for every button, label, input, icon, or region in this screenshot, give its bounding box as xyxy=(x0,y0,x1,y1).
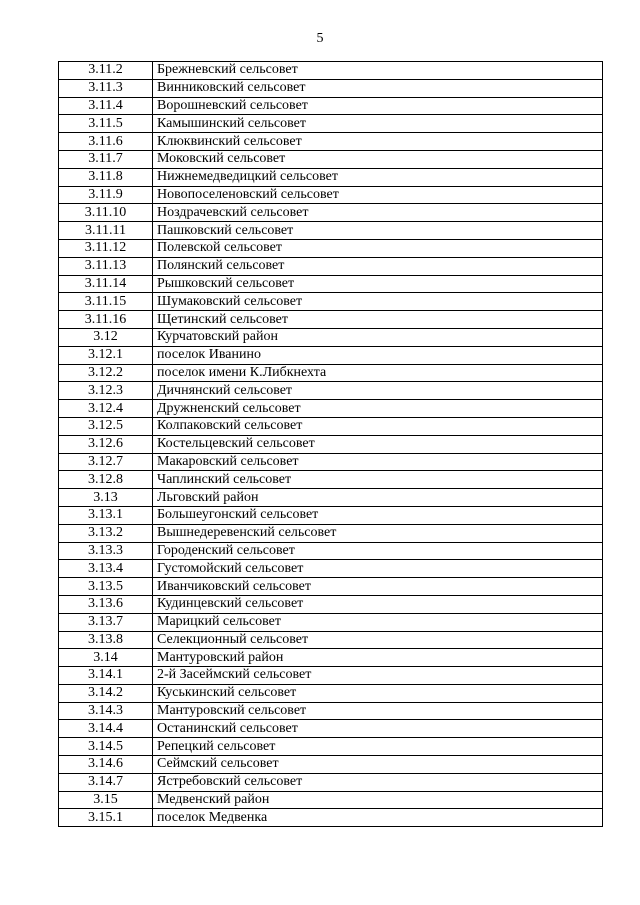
row-name-cell: Репецкий сельсовет xyxy=(153,738,603,756)
table-row xyxy=(59,79,603,97)
row-name-cell: Моковский сельсовет xyxy=(153,150,603,168)
row-name-cell: Селекционный сельсовет xyxy=(153,631,603,649)
row-name-cell: Курчатовский район xyxy=(153,328,603,346)
table-row xyxy=(59,649,603,667)
row-code-cell: 3.12.5 xyxy=(59,417,153,435)
row-code-cell: 3.14.6 xyxy=(59,756,153,774)
row-code-cell: 3.15 xyxy=(59,791,153,809)
row-name-cell: Иванчиковский сельсовет xyxy=(153,578,603,596)
row-code-cell: 3.13.3 xyxy=(59,542,153,560)
row-code-cell: 3.12.3 xyxy=(59,382,153,400)
table-row xyxy=(59,417,603,435)
table-row xyxy=(59,222,603,240)
table-row xyxy=(59,631,603,649)
row-name-cell: Шумаковский сельсовет xyxy=(153,293,603,311)
table-row xyxy=(59,293,603,311)
row-code-cell: 3.14.2 xyxy=(59,684,153,702)
row-code-cell: 3.11.10 xyxy=(59,204,153,222)
row-code-cell: 3.13.2 xyxy=(59,524,153,542)
table-row xyxy=(59,257,603,275)
row-name-cell: Дичнянский сельсовет xyxy=(153,382,603,400)
row-name-cell: Густомойский сельсовет xyxy=(153,560,603,578)
table-row xyxy=(59,738,603,756)
row-name-cell: Полевской сельсовет xyxy=(153,239,603,257)
row-code-cell: 3.11.12 xyxy=(59,239,153,257)
table-row xyxy=(59,204,603,222)
table-row xyxy=(59,239,603,257)
row-name-cell: Сеймский сельсовет xyxy=(153,756,603,774)
row-code-cell: 3.14 xyxy=(59,649,153,667)
row-name-cell: Нижнемедведицкий сельсовет xyxy=(153,168,603,186)
row-name-cell: Мантуровский сельсовет xyxy=(153,702,603,720)
table-row xyxy=(59,115,603,133)
row-name-cell: Льговский район xyxy=(153,489,603,507)
table-row xyxy=(59,809,603,827)
table-row xyxy=(59,702,603,720)
table-row xyxy=(59,346,603,364)
row-code-cell: 3.11.13 xyxy=(59,257,153,275)
row-name-cell: Ворошневский сельсовет xyxy=(153,97,603,115)
row-code-cell: 3.11.16 xyxy=(59,311,153,329)
row-name-cell: Рышковский сельсовет xyxy=(153,275,603,293)
row-code-cell: 3.11.2 xyxy=(59,62,153,80)
row-code-cell: 3.11.6 xyxy=(59,133,153,151)
table-row xyxy=(59,453,603,471)
row-code-cell: 3.13.5 xyxy=(59,578,153,596)
table-row xyxy=(59,133,603,151)
row-name-cell: Большеугонский сельсовет xyxy=(153,506,603,524)
table-row xyxy=(59,364,603,382)
table-row xyxy=(59,435,603,453)
table-row xyxy=(59,595,603,613)
row-name-cell: Ноздрачевский сельсовет xyxy=(153,204,603,222)
table-row xyxy=(59,560,603,578)
table-row xyxy=(59,150,603,168)
row-code-cell: 3.11.7 xyxy=(59,150,153,168)
row-name-cell: Ястребовский сельсовет xyxy=(153,773,603,791)
row-name-cell: Чаплинский сельсовет xyxy=(153,471,603,489)
row-name-cell: Клюквинский сельсовет xyxy=(153,133,603,151)
table-row xyxy=(59,311,603,329)
row-code-cell: 3.11.4 xyxy=(59,97,153,115)
row-code-cell: 3.14.5 xyxy=(59,738,153,756)
table-row xyxy=(59,328,603,346)
row-name-cell: поселок Медвенка xyxy=(153,809,603,827)
row-name-cell: Останинский сельсовет xyxy=(153,720,603,738)
row-name-cell: Кудинцевский сельсовет xyxy=(153,595,603,613)
row-code-cell: 3.12.4 xyxy=(59,400,153,418)
row-name-cell: Вышнедеревенский сельсовет xyxy=(153,524,603,542)
row-code-cell: 3.12.2 xyxy=(59,364,153,382)
table-row xyxy=(59,613,603,631)
table-row xyxy=(59,168,603,186)
table-row xyxy=(59,382,603,400)
table-row xyxy=(59,524,603,542)
row-name-cell: Колпаковский сельсовет xyxy=(153,417,603,435)
row-code-cell: 3.14.4 xyxy=(59,720,153,738)
table-row xyxy=(59,62,603,80)
row-name-cell: Винниковский сельсовет xyxy=(153,79,603,97)
row-name-cell: Камышинский сельсовет xyxy=(153,115,603,133)
table-row xyxy=(59,97,603,115)
row-name-cell: Щетинский сельсовет xyxy=(153,311,603,329)
row-name-cell: Дружненский сельсовет xyxy=(153,400,603,418)
table-row xyxy=(59,667,603,685)
row-code-cell: 3.11.14 xyxy=(59,275,153,293)
row-code-cell: 3.11.9 xyxy=(59,186,153,204)
row-name-cell: Костельцевский сельсовет xyxy=(153,435,603,453)
table-body xyxy=(59,62,603,827)
row-code-cell: 3.13.1 xyxy=(59,506,153,524)
row-code-cell: 3.14.7 xyxy=(59,773,153,791)
table-row xyxy=(59,542,603,560)
table-row xyxy=(59,578,603,596)
row-name-cell: Городенский сельсовет xyxy=(153,542,603,560)
table-row xyxy=(59,186,603,204)
table-row xyxy=(59,756,603,774)
row-code-cell: 3.11.5 xyxy=(59,115,153,133)
row-code-cell: 3.13.7 xyxy=(59,613,153,631)
row-code-cell: 3.13.6 xyxy=(59,595,153,613)
row-code-cell: 3.11.3 xyxy=(59,79,153,97)
row-name-cell: Брежневский сельсовет xyxy=(153,62,603,80)
table-row xyxy=(59,791,603,809)
table-row xyxy=(59,489,603,507)
row-name-cell: Мантуровский район xyxy=(153,649,603,667)
row-code-cell: 3.12.6 xyxy=(59,435,153,453)
table-row xyxy=(59,471,603,489)
row-name-cell: Пашковский сельсовет xyxy=(153,222,603,240)
row-code-cell: 3.12.8 xyxy=(59,471,153,489)
page-number: 5 xyxy=(316,31,324,46)
table-row xyxy=(59,506,603,524)
table-row xyxy=(59,400,603,418)
row-code-cell: 3.12.7 xyxy=(59,453,153,471)
row-code-cell: 3.15.1 xyxy=(59,809,153,827)
row-code-cell: 3.14.3 xyxy=(59,702,153,720)
table-row xyxy=(59,684,603,702)
row-code-cell: 3.11.15 xyxy=(59,293,153,311)
row-code-cell: 3.13.4 xyxy=(59,560,153,578)
table-row xyxy=(59,275,603,293)
municipality-table xyxy=(58,61,603,827)
row-code-cell: 3.13 xyxy=(59,489,153,507)
row-name-cell: Куськинский сельсовет xyxy=(153,684,603,702)
row-code-cell: 3.12.1 xyxy=(59,346,153,364)
row-code-cell: 3.14.1 xyxy=(59,667,153,685)
row-name-cell: Макаровский сельсовет xyxy=(153,453,603,471)
row-name-cell: поселок имени К.Либкнехта xyxy=(153,364,603,382)
row-code-cell: 3.12 xyxy=(59,328,153,346)
table-row xyxy=(59,773,603,791)
row-name-cell: Полянский сельсовет xyxy=(153,257,603,275)
row-name-cell: Новопоселеновский сельсовет xyxy=(153,186,603,204)
row-name-cell: 2-й Засеймский сельсовет xyxy=(153,667,603,685)
row-name-cell: Марицкий сельсовет xyxy=(153,613,603,631)
row-code-cell: 3.11.8 xyxy=(59,168,153,186)
row-name-cell: Медвенский район xyxy=(153,791,603,809)
table-row xyxy=(59,720,603,738)
row-code-cell: 3.11.11 xyxy=(59,222,153,240)
row-name-cell: поселок Иванино xyxy=(153,346,603,364)
row-code-cell: 3.13.8 xyxy=(59,631,153,649)
